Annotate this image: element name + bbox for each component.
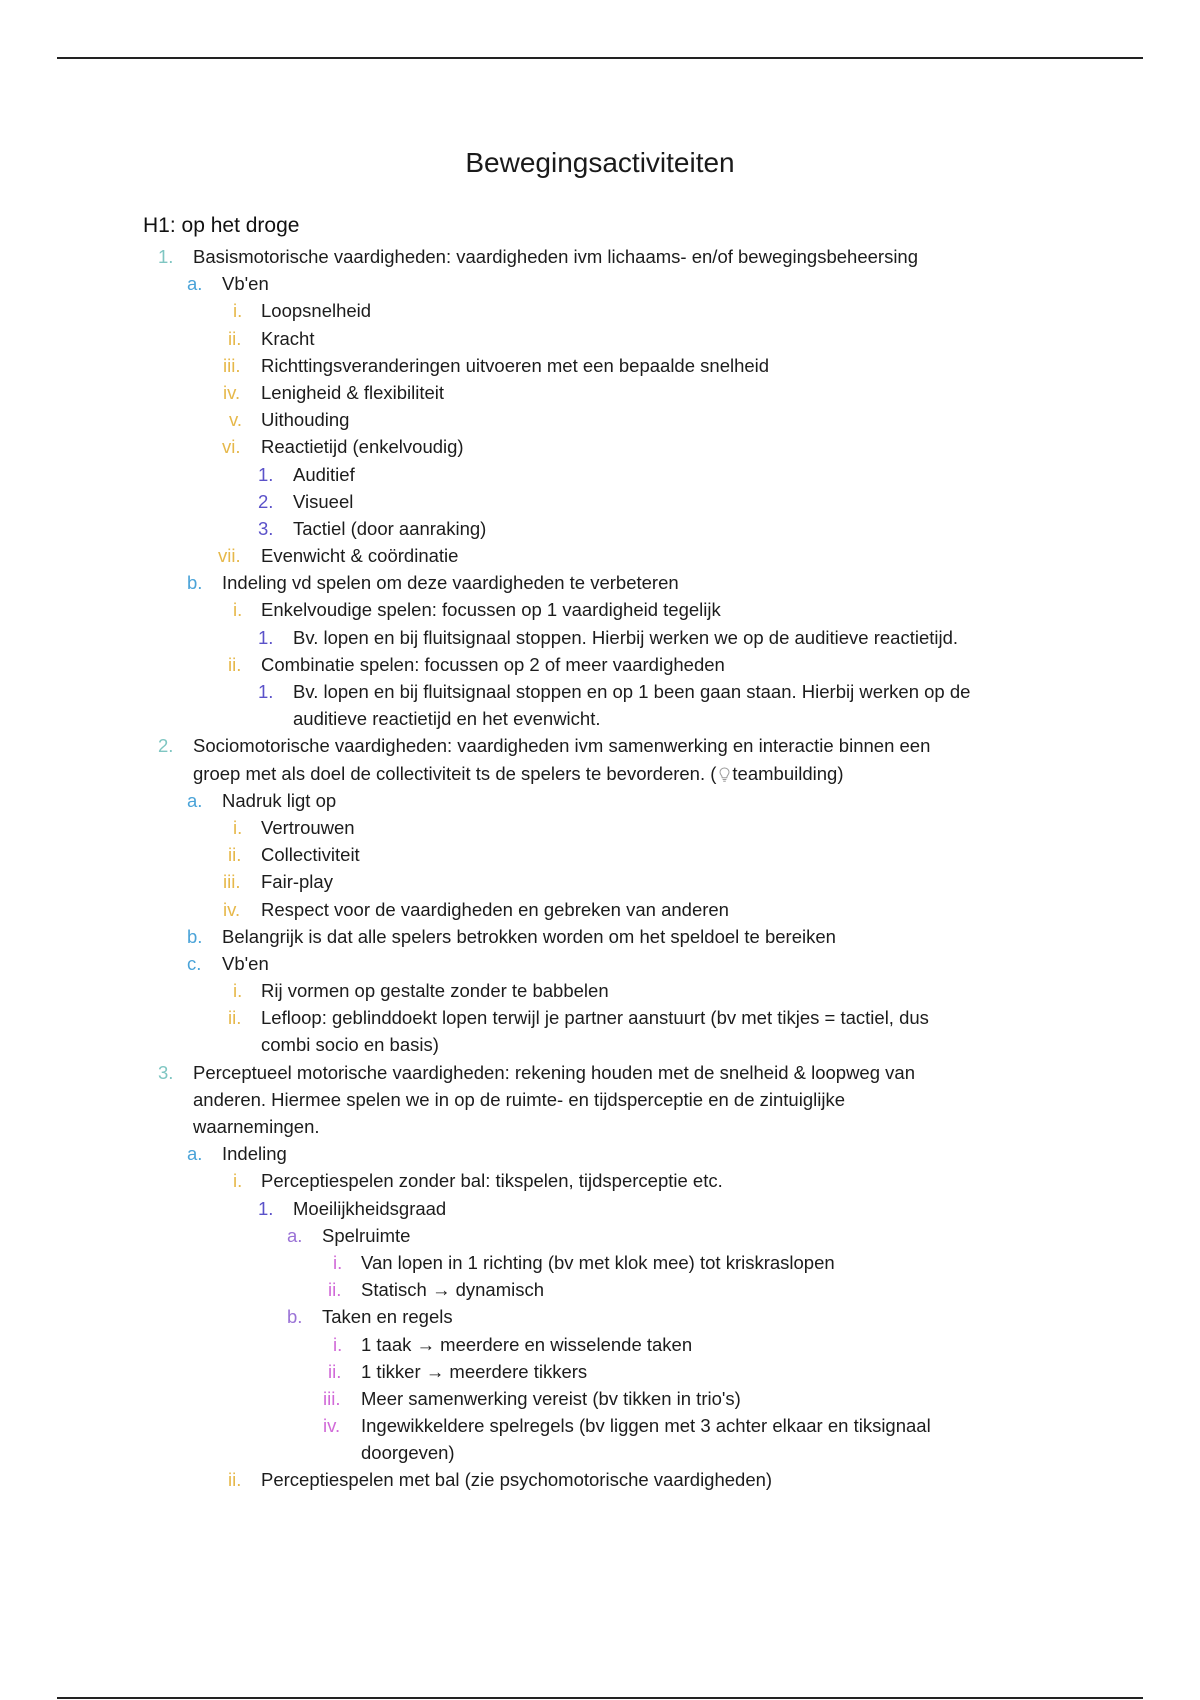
list-marker: a. bbox=[287, 1224, 303, 1246]
list-marker: ii. bbox=[228, 844, 242, 866]
list-text: Loopsnelheid bbox=[261, 300, 372, 322]
list-item bbox=[0, 1167, 1200, 1194]
list-marker: 1. bbox=[258, 681, 274, 702]
list-text: combi socio en basis) bbox=[261, 1034, 439, 1056]
list-item bbox=[0, 923, 1200, 950]
list-item bbox=[0, 950, 1200, 977]
list-text: Moeilijkheidsgraad bbox=[293, 1197, 447, 1219]
list-text: Van lopen in 1 richting (bv met klok mee) tot kriskraslopen bbox=[361, 1251, 835, 1273]
list-text: Vb'en bbox=[222, 952, 269, 974]
list-item bbox=[0, 624, 1200, 651]
list-item bbox=[0, 1412, 1200, 1439]
list-item bbox=[0, 1358, 1200, 1385]
list-marker: ii. bbox=[228, 653, 242, 675]
list-item bbox=[0, 1059, 1200, 1086]
list-item bbox=[0, 1031, 1200, 1058]
list-text: Combinatie spelen: focussen op 2 of meer vaardigheden bbox=[261, 653, 725, 675]
outline-list bbox=[0, 243, 1200, 1494]
list-text: anderen. Hiermee spelen we in op de ruimte- en tijdsperceptie en de zintuiglijke bbox=[193, 1088, 845, 1110]
list-text: Taken en regels bbox=[322, 1306, 453, 1328]
list-text: Respect voor de vaardigheden en gebreken van anderen bbox=[261, 898, 729, 920]
list-marker: i. bbox=[233, 816, 243, 838]
list-text: Nadruk ligt op bbox=[222, 789, 337, 811]
list-text: doorgeven) bbox=[361, 1442, 455, 1464]
list-item bbox=[0, 461, 1200, 488]
list-marker: iii. bbox=[223, 871, 241, 893]
list-item bbox=[0, 1113, 1200, 1140]
list-text: Lefloop: geblinddoekt lopen terwijl je partner aanstuurt (bv met tikjes = tactiel, dus bbox=[261, 1007, 929, 1029]
list-marker: ii. bbox=[228, 1007, 242, 1029]
list-text: Perceptueel motorische vaardigheden: rekening houden met de snelheid & loopweg van bbox=[193, 1061, 915, 1083]
list-text: waarnemingen. bbox=[193, 1116, 320, 1137]
list-item bbox=[0, 1004, 1200, 1031]
list-marker: b. bbox=[187, 925, 203, 947]
list-text-with-icon: groep met als doel de collectiviteit ts de spelers te bevorderen. ( teambuilding) bbox=[193, 762, 844, 784]
list-item bbox=[0, 868, 1200, 895]
list-marker: ii. bbox=[228, 327, 242, 349]
list-marker: 1. bbox=[158, 246, 174, 267]
list-marker: 1. bbox=[258, 463, 274, 485]
list-marker: 3. bbox=[258, 517, 274, 539]
list-text: Lenigheid & flexibiliteit bbox=[261, 381, 445, 403]
list-item bbox=[0, 1222, 1200, 1249]
list-item bbox=[0, 841, 1200, 868]
list-item bbox=[0, 596, 1200, 623]
list-marker: 3. bbox=[158, 1061, 174, 1083]
list-marker: i. bbox=[333, 1251, 343, 1273]
list-marker: a. bbox=[187, 273, 203, 295]
list-marker: 2. bbox=[258, 490, 274, 512]
list-item bbox=[0, 325, 1200, 352]
list-text: Reactietijd (enkelvoudig) bbox=[261, 436, 464, 458]
list-marker: iv. bbox=[323, 1415, 341, 1437]
lightbulb-icon bbox=[719, 767, 730, 782]
list-item bbox=[0, 515, 1200, 542]
list-item bbox=[0, 1331, 1200, 1358]
list-text: Meer samenwerking vereist (bv tikken in trio's) bbox=[361, 1387, 741, 1409]
list-text: Bv. lopen en bij fluitsignaal stoppen en op 1 been gaan staan. Hierbij werken op de bbox=[293, 681, 971, 702]
page-title: Bewegingsactiviteiten bbox=[465, 147, 735, 178]
list-item bbox=[0, 1195, 1200, 1222]
list-item bbox=[0, 1303, 1200, 1330]
list-text: 1 tikker → meerdere tikkers bbox=[361, 1360, 588, 1382]
list-text: Enkelvoudige spelen: focussen op 1 vaardigheid tegelijk bbox=[261, 599, 721, 621]
list-marker: vi. bbox=[222, 436, 241, 458]
list-marker: 1. bbox=[258, 626, 274, 648]
list-item bbox=[0, 569, 1200, 596]
list-text: Kracht bbox=[261, 327, 315, 349]
top-rule bbox=[57, 57, 1143, 59]
list-item bbox=[0, 977, 1200, 1004]
list-text: Indeling bbox=[222, 1143, 287, 1165]
list-text: Visueel bbox=[293, 490, 354, 512]
list-text: Evenwicht & coördinatie bbox=[261, 545, 459, 567]
list-item bbox=[0, 406, 1200, 433]
list-marker: i. bbox=[233, 300, 243, 322]
list-marker: c. bbox=[187, 952, 202, 974]
list-item bbox=[0, 488, 1200, 515]
list-text: Rij vormen op gestalte zonder te babbelen bbox=[261, 980, 609, 1002]
list-item bbox=[0, 433, 1200, 460]
list-text: Richttingsveranderingen uitvoeren met een bepaalde snelheid bbox=[261, 354, 770, 376]
list-marker: 2. bbox=[158, 735, 174, 757]
list-text: Collectiviteit bbox=[261, 844, 360, 866]
list-marker: v. bbox=[229, 409, 243, 431]
bottom-rule bbox=[57, 1697, 1143, 1699]
list-marker: b. bbox=[287, 1306, 303, 1328]
list-text: Sociomotorische vaardigheden: vaardigheden ivm samenwerking en interactie binnen een bbox=[193, 735, 931, 757]
list-marker: i. bbox=[333, 1333, 343, 1355]
list-marker: i. bbox=[233, 1170, 243, 1192]
list-text: Perceptiespelen met bal (zie psychomotorische vaardigheden) bbox=[261, 1469, 773, 1491]
list-marker: ii. bbox=[328, 1360, 342, 1382]
list-item bbox=[0, 787, 1200, 814]
list-marker: ii. bbox=[228, 1469, 242, 1491]
list-marker: i. bbox=[233, 599, 243, 621]
list-text: Auditief bbox=[293, 463, 355, 485]
list-marker: ii. bbox=[328, 1279, 342, 1301]
list-text: Bv. lopen en bij fluitsignaal stoppen. Hierbij werken we op de auditieve reactietijd. bbox=[293, 626, 959, 648]
list-item bbox=[0, 352, 1200, 379]
list-marker: iii. bbox=[223, 354, 241, 376]
list-text: Vertrouwen bbox=[261, 816, 355, 838]
list-text: Perceptiespelen zonder bal: tikspelen, tijdsperceptie etc. bbox=[261, 1170, 723, 1192]
list-marker: iii. bbox=[323, 1387, 341, 1409]
list-item bbox=[0, 270, 1200, 297]
list-item bbox=[0, 732, 1200, 759]
list-text: auditieve reactietijd en het evenwicht. bbox=[293, 708, 601, 730]
list-marker: a. bbox=[187, 789, 203, 811]
list-text: Basismotorische vaardigheden: vaardigheden ivm lichaams- en/of bewegingsbeheersing bbox=[193, 246, 919, 267]
list-item bbox=[0, 542, 1200, 569]
list-item bbox=[0, 814, 1200, 841]
list-item bbox=[0, 705, 1200, 732]
list-item bbox=[0, 1276, 1200, 1303]
chapter-heading: H1: op het droge bbox=[143, 214, 300, 237]
list-marker: vii. bbox=[218, 545, 241, 567]
list-text: Uithouding bbox=[261, 409, 350, 431]
list-item bbox=[0, 379, 1200, 406]
list-marker: 1. bbox=[258, 1197, 274, 1219]
list-text: Tactiel (door aanraking) bbox=[293, 517, 487, 539]
list-item bbox=[0, 1249, 1200, 1276]
list-item bbox=[0, 760, 1200, 787]
list-item bbox=[0, 678, 1200, 705]
list-item bbox=[0, 651, 1200, 678]
list-item bbox=[0, 1439, 1200, 1466]
list-item bbox=[0, 297, 1200, 324]
list-text: Statisch → dynamisch bbox=[361, 1279, 545, 1301]
list-item bbox=[0, 1385, 1200, 1412]
list-text: 1 taak → meerdere en wisselende taken bbox=[361, 1333, 693, 1355]
list-marker: i. bbox=[233, 980, 243, 1002]
list-marker: a. bbox=[187, 1143, 203, 1165]
list-text: Fair-play bbox=[261, 871, 333, 893]
list-item bbox=[0, 896, 1200, 923]
list-text: Spelruimte bbox=[322, 1224, 411, 1246]
list-text: Ingewikkeldere spelregels (bv liggen met 3 achter elkaar en tiksignaal bbox=[361, 1415, 931, 1437]
list-item bbox=[0, 1466, 1200, 1493]
list-item bbox=[0, 1086, 1200, 1113]
list-item bbox=[0, 243, 1200, 270]
list-marker: iv. bbox=[223, 381, 241, 403]
list-item bbox=[0, 1140, 1200, 1167]
list-marker: b. bbox=[187, 572, 203, 594]
list-marker: iv. bbox=[223, 898, 241, 920]
list-text: Belangrijk is dat alle spelers betrokken worden om het speldoel te bereiken bbox=[222, 925, 836, 947]
list-text: Indeling vd spelen om deze vaardigheden te verbeteren bbox=[222, 572, 679, 594]
list-text: Vb'en bbox=[222, 273, 269, 295]
